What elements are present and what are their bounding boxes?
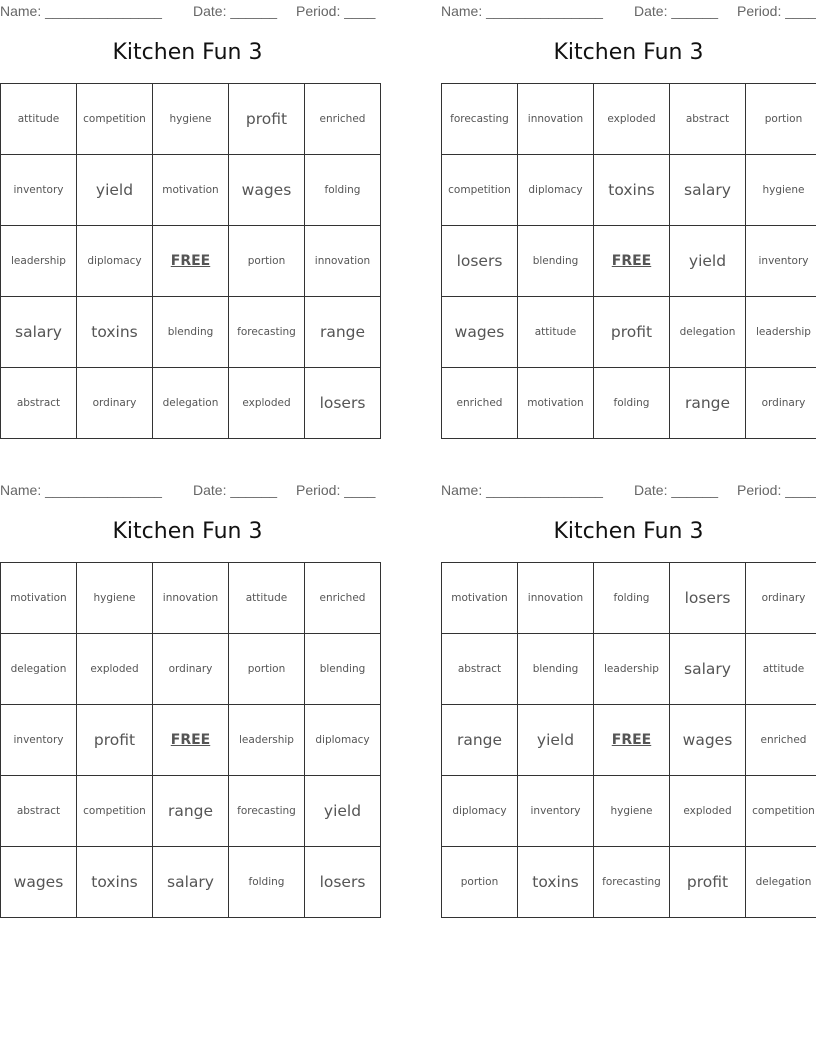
bingo-cell: blending [305, 634, 381, 705]
bingo-cell: forecasting [442, 84, 518, 155]
bingo-cell: toxins [518, 847, 594, 918]
bingo-cell: enriched [442, 368, 518, 439]
free-space-cell: FREE [594, 705, 670, 776]
free-space-cell: FREE [153, 226, 229, 297]
bingo-cell: portion [229, 634, 305, 705]
bingo-cell: delegation [746, 847, 816, 918]
card-title: Kitchen Fun 3 [112, 519, 263, 544]
period-label: Period: ____ [296, 482, 376, 498]
bingo-cell: salary [1, 297, 77, 368]
bingo-cell: diplomacy [518, 155, 594, 226]
bingo-cell: range [670, 368, 746, 439]
bingo-cell: salary [153, 847, 229, 918]
bingo-cell: folding [594, 368, 670, 439]
grid-row [1, 847, 381, 918]
bingo-cell: motivation [1, 563, 77, 634]
free-space-cell: FREE [153, 705, 229, 776]
bingo-cell: innovation [518, 563, 594, 634]
bingo-cell: profit [594, 297, 670, 368]
bingo-cell: wages [670, 705, 746, 776]
grid-row [1, 634, 381, 705]
bingo-cell: hygiene [77, 563, 153, 634]
bingo-cell: delegation [153, 368, 229, 439]
bingo-cell: innovation [153, 563, 229, 634]
free-space-cell: FREE [594, 226, 670, 297]
bingo-grid [0, 83, 381, 439]
bingo-cell: range [442, 705, 518, 776]
bingo-cell: diplomacy [77, 226, 153, 297]
bingo-cell: profit [229, 84, 305, 155]
bingo-cell: ordinary [77, 368, 153, 439]
bingo-cell: folding [305, 155, 381, 226]
grid-row [442, 705, 816, 776]
bingo-cell: profit [670, 847, 746, 918]
bingo-cell: yield [670, 226, 746, 297]
bingo-cell: portion [229, 226, 305, 297]
bingo-cell: blending [518, 634, 594, 705]
bingo-cell: attitude [229, 563, 305, 634]
bingo-cell: portion [746, 84, 816, 155]
grid-row [442, 297, 816, 368]
grid-row [1, 705, 381, 776]
bingo-cell: range [153, 776, 229, 847]
bingo-cell: leadership [229, 705, 305, 776]
name-label: Name: _______________ [441, 3, 603, 19]
bingo-cell: hygiene [153, 84, 229, 155]
bingo-cell: delegation [670, 297, 746, 368]
bingo-cell: yield [518, 705, 594, 776]
bingo-cell: yield [305, 776, 381, 847]
bingo-cell: folding [594, 563, 670, 634]
bingo-cell: toxins [77, 297, 153, 368]
bingo-cell: inventory [746, 226, 816, 297]
bingo-cell: yield [77, 155, 153, 226]
bingo-cell: salary [670, 155, 746, 226]
grid-row [442, 84, 816, 155]
bingo-cell: motivation [442, 563, 518, 634]
name-label: Name: _______________ [0, 3, 162, 19]
bingo-cell: enriched [305, 84, 381, 155]
bingo-cell: exploded [594, 84, 670, 155]
bingo-cell: leadership [746, 297, 816, 368]
bingo-cell: ordinary [746, 368, 816, 439]
bingo-cell: exploded [229, 368, 305, 439]
grid-row [1, 368, 381, 439]
bingo-cell: blending [153, 297, 229, 368]
bingo-cell: motivation [518, 368, 594, 439]
bingo-cell: ordinary [746, 563, 816, 634]
bingo-cell: toxins [594, 155, 670, 226]
bingo-cell: competition [442, 155, 518, 226]
bingo-cell: forecasting [229, 297, 305, 368]
bingo-cell: enriched [746, 705, 816, 776]
bingo-grid [441, 562, 816, 918]
bingo-cell: forecasting [594, 847, 670, 918]
period-label: Period: ____ [296, 3, 376, 19]
bingo-cell: inventory [518, 776, 594, 847]
grid-row [1, 155, 381, 226]
grid-row [442, 776, 816, 847]
grid-row [442, 563, 816, 634]
bingo-cell: attitude [518, 297, 594, 368]
bingo-cell: portion [442, 847, 518, 918]
bingo-cell: toxins [77, 847, 153, 918]
bingo-cell: abstract [442, 634, 518, 705]
grid-row [1, 84, 381, 155]
bingo-cell: exploded [670, 776, 746, 847]
grid-row [1, 563, 381, 634]
bingo-cell: losers [305, 847, 381, 918]
grid-row [1, 297, 381, 368]
grid-row [442, 847, 816, 918]
card-title: Kitchen Fun 3 [553, 519, 704, 544]
card-title: Kitchen Fun 3 [553, 40, 704, 65]
bingo-cell: folding [229, 847, 305, 918]
bingo-cell: competition [746, 776, 816, 847]
bingo-cell: wages [1, 847, 77, 918]
bingo-cell: wages [442, 297, 518, 368]
bingo-cell: attitude [746, 634, 816, 705]
bingo-cell: losers [670, 563, 746, 634]
period-label: Period: ____ [737, 482, 816, 498]
grid-row [442, 368, 816, 439]
grid-row [442, 634, 816, 705]
bingo-cell: delegation [1, 634, 77, 705]
bingo-cell: losers [442, 226, 518, 297]
bingo-cell: exploded [77, 634, 153, 705]
bingo-cell: inventory [1, 155, 77, 226]
bingo-cell: diplomacy [442, 776, 518, 847]
period-label: Period: ____ [737, 3, 816, 19]
bingo-grid [441, 83, 816, 439]
bingo-cell: range [305, 297, 381, 368]
bingo-cell: hygiene [746, 155, 816, 226]
bingo-cell: forecasting [229, 776, 305, 847]
bingo-cell: motivation [153, 155, 229, 226]
date-label: Date: ______ [193, 482, 278, 498]
bingo-cell: wages [229, 155, 305, 226]
bingo-cell: profit [77, 705, 153, 776]
bingo-cell: salary [670, 634, 746, 705]
grid-row [1, 226, 381, 297]
bingo-cell: innovation [518, 84, 594, 155]
bingo-cell: blending [518, 226, 594, 297]
bingo-cell: innovation [305, 226, 381, 297]
date-label: Date: ______ [634, 482, 719, 498]
bingo-cell: hygiene [594, 776, 670, 847]
grid-row [442, 155, 816, 226]
date-label: Date: ______ [634, 3, 719, 19]
bingo-cell: abstract [1, 776, 77, 847]
card-title: Kitchen Fun 3 [112, 40, 263, 65]
bingo-cell: attitude [1, 84, 77, 155]
name-label: Name: _______________ [441, 482, 603, 498]
bingo-cell: abstract [670, 84, 746, 155]
bingo-grid [0, 562, 381, 918]
bingo-cell: diplomacy [305, 705, 381, 776]
bingo-cell: abstract [1, 368, 77, 439]
grid-row [442, 226, 816, 297]
bingo-cell: leadership [594, 634, 670, 705]
date-label: Date: ______ [193, 3, 278, 19]
bingo-cell: competition [77, 776, 153, 847]
bingo-cell: ordinary [153, 634, 229, 705]
bingo-cell: competition [77, 84, 153, 155]
grid-row [1, 776, 381, 847]
bingo-cell: leadership [1, 226, 77, 297]
bingo-cell: losers [305, 368, 381, 439]
name-label: Name: _______________ [0, 482, 162, 498]
bingo-cell: enriched [305, 563, 381, 634]
bingo-cell: inventory [1, 705, 77, 776]
